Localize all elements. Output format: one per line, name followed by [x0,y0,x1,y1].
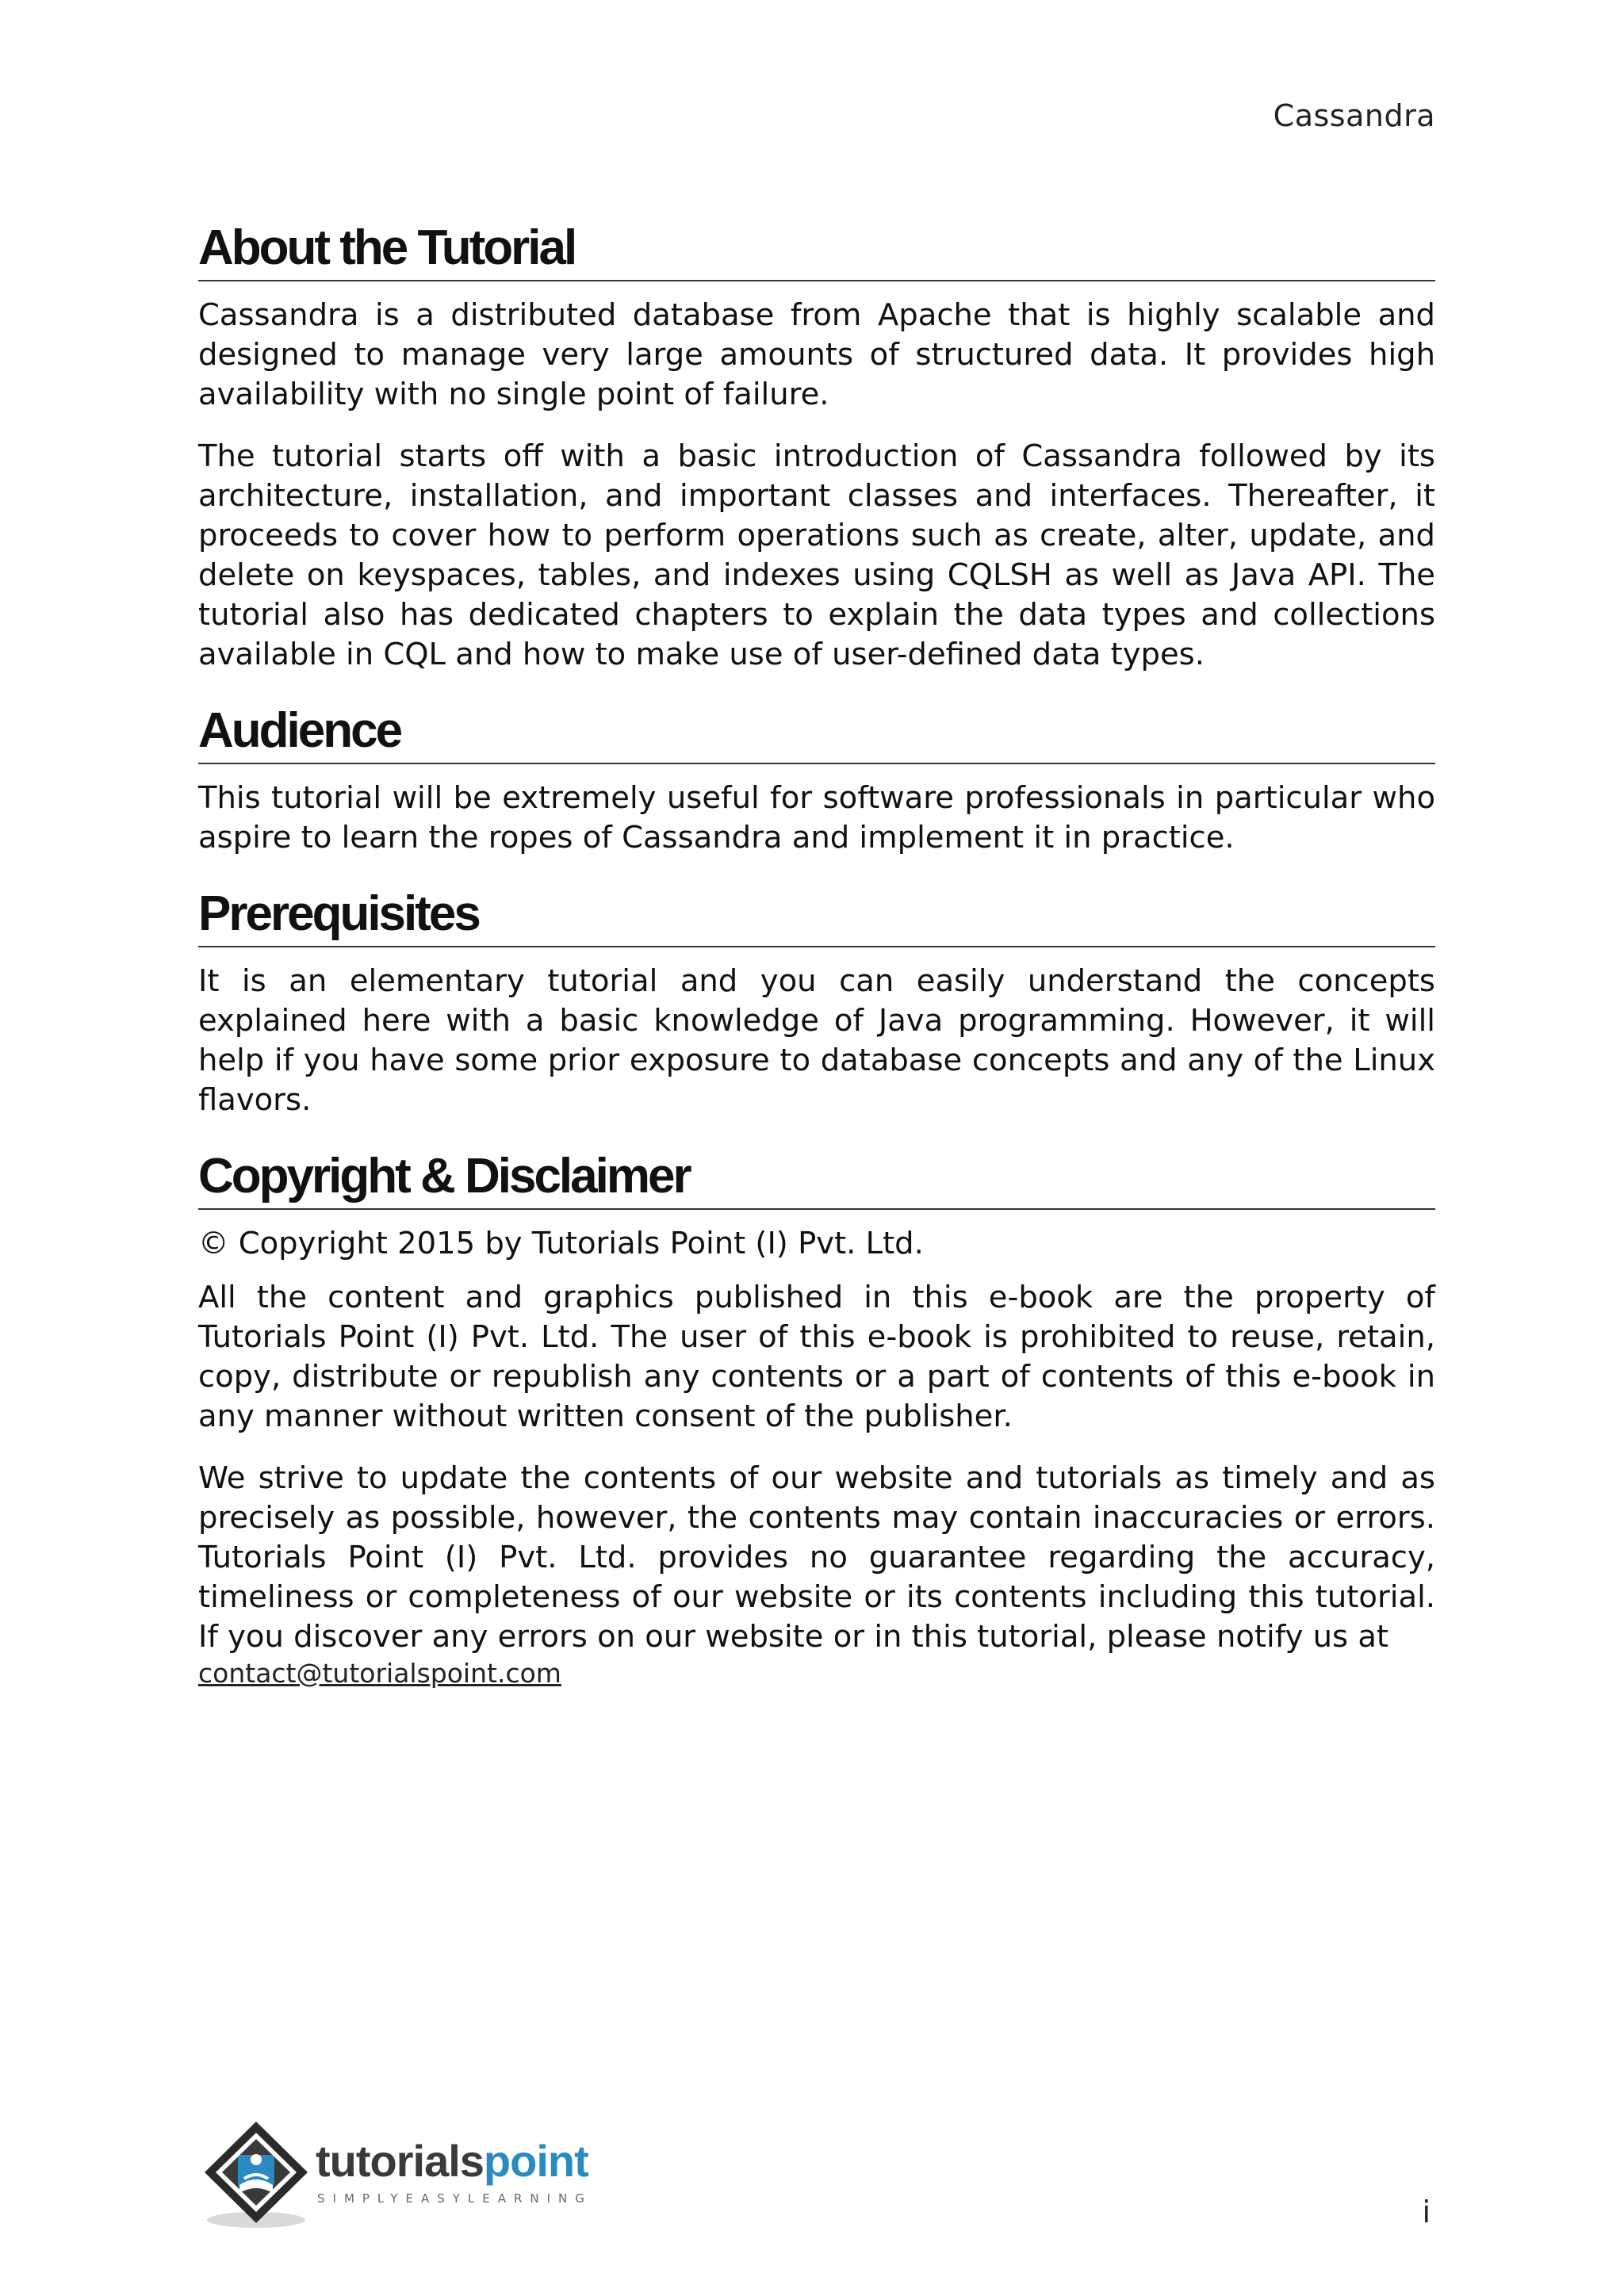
section-heading: About the Tutorial [198,222,1435,281]
paragraph: All the content and graphics published in this e-book are the property of Tutorials Point (I) Pvt. Ltd. The user of this e-book is prohibited to reuse, retain, copy, distribute or republish any contents or a part of contents of this e-book in any manner without written consent of the publisher. [198,1280,1435,1435]
section-heading: Copyright & Disclaimer [198,1150,1435,1210]
page-number: i [1422,2195,1431,2229]
section-heading: Audience [198,705,1435,764]
paragraph: It is an elementary tutorial and you can easily understand the concepts explained here with a basic knowledge of Java programming. However, it will help if you have some prior exposure to database concepts and any of the Linux flavors. [198,963,1435,1119]
paragraph: The tutorial starts off with a basic introduction of Cassandra followed by its architecture, installation, and important classes and interfaces. Thereafter, it proceeds to cover how to perform operations such as create, alter, update, and delete on keyspaces, tables, and indexes using CQLSH as well as Java API. The tutorial also has dedicated chapters to explain the data types and collections available in CQL and how to make use of user-defined data types. [198,438,1435,673]
paragraph: We strive to update the contents of our website and tutorials as timely and as precisely as possible, however, the contents may contain inaccuracies or errors. Tutorials Point (I) Pvt. Ltd. provides no guarantee regarding the accuracy, timeliness or completeness of our website or its contents including this tutorial. If you discover any errors on our website or in this tutorial, please notify us at [198,1460,1435,1655]
tutorialspoint-logo-icon [197,2115,316,2234]
running-header: Cassandra [1273,98,1435,133]
section-about [198,222,1435,675]
copyright-line: © Copyright 2015 by Tutorials Point (I) Pvt. Ltd. [198,1226,924,1262]
section-audience [198,705,1435,858]
paragraph: Cassandra is a distributed database from Apache that is highly scalable and designed to manage very large amounts of structured data. It provides high availability with no single point of failure. [198,297,1435,413]
tutorialspoint-logo [197,2115,609,2234]
section-copyright [198,1150,1435,1690]
logo-wordmark [316,2136,588,2186]
page-content [198,222,1435,1720]
paragraph: This tutorial will be extremely useful for software professionals in particular who aspire to learn the ropes of Cassandra and implement it in practice. [198,780,1435,856]
section-prerequisites [198,888,1435,1120]
contact-email-link[interactable]: contact@tutorialspoint.com [198,1658,561,1689]
logo-word-part1: tutorials [316,2136,484,2186]
logo-word-part2: point [483,2136,588,2186]
section-heading: Prerequisites [198,888,1435,947]
logo-tagline: SIMPLYEASYLEARNING [317,2191,592,2206]
